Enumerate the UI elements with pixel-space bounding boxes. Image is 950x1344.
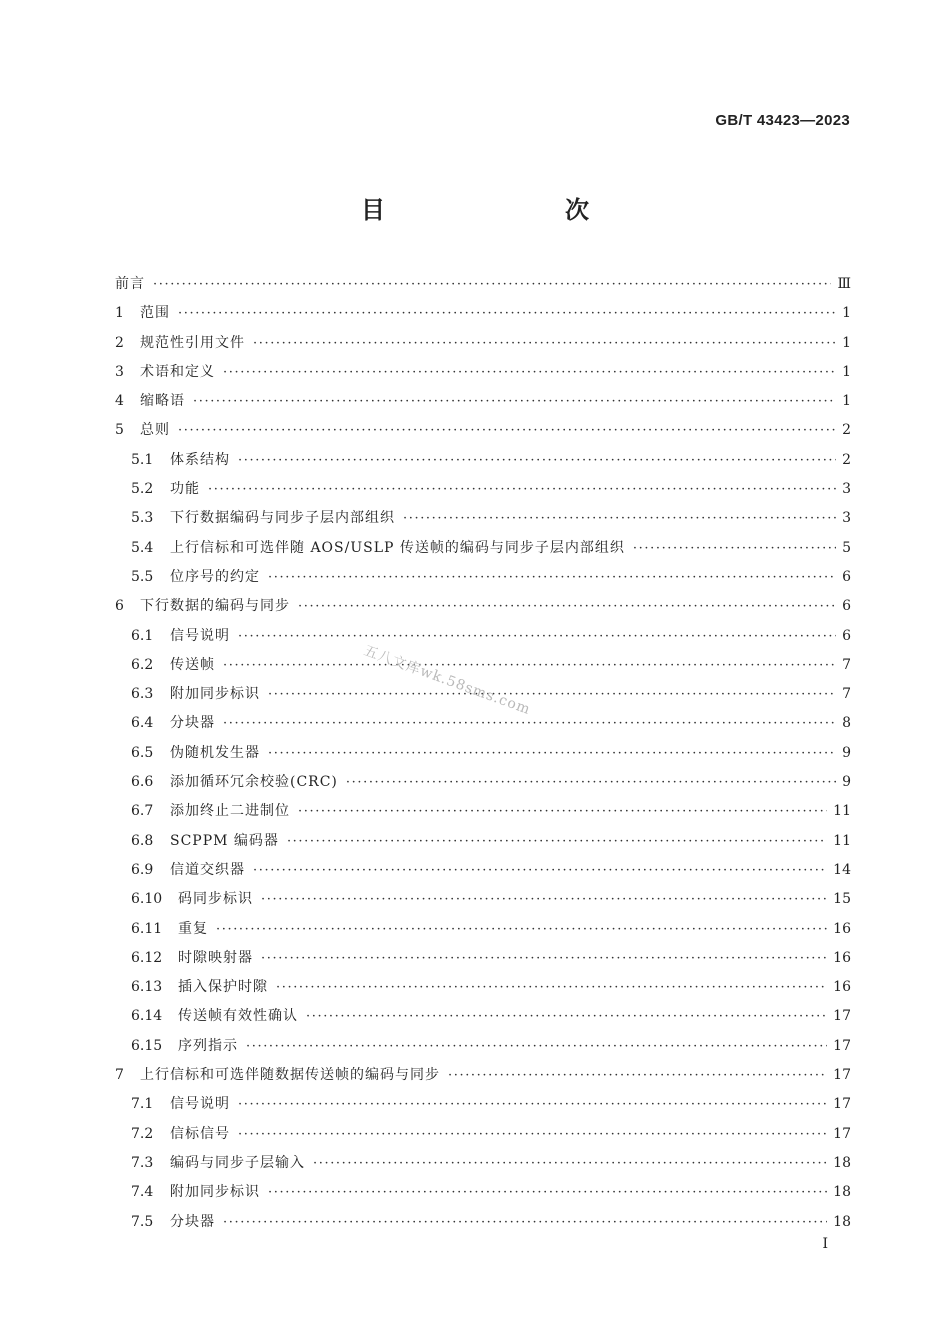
toc-entry[interactable] bbox=[115, 827, 851, 856]
toc-entry[interactable] bbox=[115, 299, 851, 328]
toc-entry[interactable] bbox=[115, 944, 851, 973]
toc-entry-number: 4 bbox=[115, 393, 124, 410]
toc-entry-title: SCPPM 编码器 bbox=[170, 832, 279, 849]
toc-entry-number: 1 bbox=[115, 305, 124, 322]
toc-leader-dots bbox=[403, 504, 836, 533]
toc-leader-dots bbox=[261, 944, 827, 973]
toc-entry-number: 6.6 bbox=[131, 774, 154, 791]
toc-entry-page: 16 bbox=[833, 920, 851, 937]
toc-entry-number: 6.11 bbox=[131, 920, 163, 937]
toc-entry[interactable] bbox=[115, 504, 851, 533]
toc-leader-dots bbox=[346, 768, 836, 797]
toc-entry-title: 信号说明 bbox=[170, 1096, 230, 1113]
toc-entry-page: 18 bbox=[833, 1154, 851, 1171]
toc-leader-dots bbox=[448, 1061, 827, 1090]
toc-entry-title: 编码与同步子层输入 bbox=[170, 1154, 305, 1171]
toc-leader-dots bbox=[268, 1178, 827, 1207]
toc-entry-number: 7 bbox=[115, 1067, 124, 1084]
toc-entry[interactable] bbox=[115, 446, 851, 475]
toc-entry-page: 6 bbox=[842, 627, 851, 644]
toc-entry[interactable] bbox=[115, 416, 851, 445]
toc-entry-number: 5 bbox=[115, 422, 124, 439]
table-of-contents bbox=[115, 270, 851, 1237]
toc-entry-number: 3 bbox=[115, 363, 124, 380]
toc-entry[interactable] bbox=[115, 1061, 851, 1090]
toc-entry-number: 6 bbox=[115, 598, 124, 615]
toc-entry-page: 18 bbox=[833, 1213, 851, 1230]
toc-entry-number: 7.5 bbox=[131, 1213, 154, 1230]
toc-entry-number: 5.5 bbox=[131, 568, 154, 585]
standard-code: GB/T 43423—2023 bbox=[715, 112, 850, 129]
toc-leader-dots bbox=[633, 534, 836, 563]
toc-entry-page: 16 bbox=[833, 979, 851, 996]
toc-leader-dots bbox=[261, 885, 827, 914]
toc-leader-dots bbox=[298, 797, 827, 826]
toc-entry-number: 6.4 bbox=[131, 715, 154, 732]
toc-entry-title: 伪随机发生器 bbox=[170, 744, 260, 761]
toc-leader-dots bbox=[216, 915, 827, 944]
toc-entry-page: 1 bbox=[842, 393, 851, 410]
toc-entry-number: 6.8 bbox=[131, 832, 154, 849]
toc-entry-title: 功能 bbox=[170, 481, 200, 498]
toc-leader-dots bbox=[223, 1208, 827, 1237]
toc-entry-number: 6.7 bbox=[131, 803, 154, 820]
toc-leader-dots bbox=[178, 299, 836, 328]
toc-entry-title: 体系结构 bbox=[170, 451, 230, 468]
toc-entry-title: 码同步标识 bbox=[178, 891, 253, 908]
toc-entry-number: 6.15 bbox=[131, 1037, 163, 1054]
toc-entry-number: 6.13 bbox=[131, 979, 163, 996]
toc-leader-dots bbox=[287, 827, 827, 856]
toc-entry-number: 6.9 bbox=[131, 861, 154, 878]
toc-entry-page: 7 bbox=[842, 686, 851, 703]
toc-entry[interactable] bbox=[115, 797, 851, 826]
toc-entry[interactable] bbox=[115, 885, 851, 914]
toc-entry[interactable] bbox=[115, 534, 851, 563]
toc-entry-title: 前言 bbox=[115, 276, 145, 292]
toc-entry-number: 7.4 bbox=[131, 1184, 154, 1201]
toc-entry-page: 17 bbox=[833, 1125, 851, 1142]
toc-entry[interactable] bbox=[115, 973, 851, 1002]
toc-entry-title: 位序号的约定 bbox=[170, 568, 260, 585]
toc-leader-dots bbox=[178, 416, 836, 445]
toc-entry-page: 6 bbox=[842, 568, 851, 585]
toc-entry-title: 序列指示 bbox=[178, 1037, 238, 1054]
toc-entry-title: 术语和定义 bbox=[140, 363, 215, 380]
toc-leader-dots bbox=[238, 1120, 827, 1149]
toc-entry-number: 6.10 bbox=[131, 891, 163, 908]
toc-leader-dots bbox=[238, 622, 836, 651]
toc-entry-page: 9 bbox=[842, 744, 851, 761]
toc-entry-page: 6 bbox=[842, 598, 851, 615]
toc-entry-number: 7.1 bbox=[131, 1096, 154, 1113]
toc-leader-dots bbox=[238, 446, 836, 475]
toc-leader-dots bbox=[153, 270, 831, 299]
toc-entry-page: 2 bbox=[842, 451, 851, 468]
toc-entry[interactable] bbox=[115, 475, 851, 504]
toc-entry-title: 下行数据的编码与同步 bbox=[140, 598, 290, 615]
toc-entry[interactable] bbox=[115, 270, 851, 299]
toc-entry-title: 上行信标和可选伴随 AOS/USLP 传送帧的编码与同步子层内部组织 bbox=[170, 539, 625, 556]
toc-entry-page: 17 bbox=[833, 1067, 851, 1084]
toc-entry[interactable] bbox=[115, 651, 851, 680]
toc-entry[interactable] bbox=[115, 709, 851, 738]
toc-entry-title: 附加同步标识 bbox=[170, 686, 260, 703]
toc-entry-page: 9 bbox=[842, 774, 851, 791]
page-title: 目 次 bbox=[361, 196, 633, 224]
toc-leader-dots bbox=[238, 1090, 827, 1119]
watermark: 五八文库wk.58sms.com bbox=[361, 642, 533, 719]
toc-entry-title: 下行数据编码与同步子层内部组织 bbox=[170, 510, 395, 527]
toc-entry-number: 5.1 bbox=[131, 451, 154, 468]
toc-entry[interactable] bbox=[115, 329, 851, 358]
toc-entry-page: 3 bbox=[842, 481, 851, 498]
toc-entry-title: 分块器 bbox=[170, 715, 215, 732]
toc-entry[interactable] bbox=[115, 1178, 851, 1207]
toc-entry-title: 信标信号 bbox=[170, 1125, 230, 1142]
toc-entry-page: 1 bbox=[842, 305, 851, 322]
toc-entry[interactable] bbox=[115, 739, 851, 768]
toc-leader-dots bbox=[253, 329, 836, 358]
toc-entry-title: 添加循环冗余校验(CRC) bbox=[170, 774, 338, 791]
toc-entry-title: 规范性引用文件 bbox=[140, 334, 245, 351]
toc-entry-title: 插入保护时隙 bbox=[178, 979, 268, 996]
toc-entry-number: 5.4 bbox=[131, 539, 154, 556]
toc-entry-page: 15 bbox=[833, 891, 851, 908]
toc-leader-dots bbox=[276, 973, 827, 1002]
toc-entry-page: 17 bbox=[833, 1008, 851, 1025]
toc-entry-title: 分块器 bbox=[170, 1213, 215, 1230]
toc-entry-title: 范围 bbox=[140, 305, 170, 322]
toc-entry[interactable] bbox=[115, 768, 851, 797]
toc-entry-title: 信道交织器 bbox=[170, 861, 245, 878]
toc-entry-page: 7 bbox=[842, 656, 851, 673]
toc-entry[interactable] bbox=[115, 358, 851, 387]
toc-entry[interactable] bbox=[115, 1032, 851, 1061]
toc-entry-number: 5.2 bbox=[131, 481, 154, 498]
toc-entry-page: 18 bbox=[833, 1184, 851, 1201]
toc-entry-page: 16 bbox=[833, 949, 851, 966]
toc-entry[interactable] bbox=[115, 1120, 851, 1149]
toc-entry-title: 缩略语 bbox=[140, 393, 185, 410]
toc-leader-dots bbox=[223, 358, 836, 387]
toc-entry-number: 6.3 bbox=[131, 686, 154, 703]
toc-entry-title: 传送帧 bbox=[170, 656, 215, 673]
toc-leader-dots bbox=[313, 1149, 827, 1178]
toc-leader-dots bbox=[306, 1002, 827, 1031]
toc-entry-title: 传送帧有效性确认 bbox=[178, 1008, 298, 1025]
toc-entry-page: 11 bbox=[833, 832, 851, 849]
toc-entry-number: 5.3 bbox=[131, 510, 154, 527]
toc-entry-page: 1 bbox=[842, 363, 851, 380]
toc-leader-dots bbox=[193, 387, 836, 416]
toc-entry-title: 总则 bbox=[140, 422, 170, 439]
toc-entry-title: 重复 bbox=[178, 920, 208, 937]
toc-entry[interactable] bbox=[115, 387, 851, 416]
toc-leader-dots bbox=[268, 563, 836, 592]
toc-entry-title: 上行信标和可选伴随数据传送帧的编码与同步 bbox=[140, 1067, 440, 1084]
toc-entry[interactable] bbox=[115, 856, 851, 885]
toc-entry-title: 附加同步标识 bbox=[170, 1184, 260, 1201]
toc-leader-dots bbox=[246, 1032, 827, 1061]
toc-entry[interactable] bbox=[115, 563, 851, 592]
toc-entry-page: 3 bbox=[842, 510, 851, 527]
toc-entry-page: 17 bbox=[833, 1037, 851, 1054]
toc-entry-number: 6.14 bbox=[131, 1008, 163, 1025]
toc-entry-number: 6.2 bbox=[131, 656, 154, 673]
toc-leader-dots bbox=[223, 709, 836, 738]
toc-entry-title: 时隙映射器 bbox=[178, 949, 253, 966]
toc-entry-page: 14 bbox=[833, 861, 851, 878]
toc-entry[interactable] bbox=[115, 1002, 851, 1031]
toc-leader-dots bbox=[298, 592, 836, 621]
toc-entry-title: 添加终止二进制位 bbox=[170, 803, 290, 820]
toc-entry-page: 1 bbox=[842, 334, 851, 351]
toc-leader-dots bbox=[208, 475, 836, 504]
toc-entry-title: 信号说明 bbox=[170, 627, 230, 644]
toc-leader-dots bbox=[268, 739, 836, 768]
toc-entry-number: 7.2 bbox=[131, 1125, 154, 1142]
toc-entry-page: 5 bbox=[842, 539, 851, 556]
toc-entry-page: 2 bbox=[842, 422, 851, 439]
toc-entry-page: 8 bbox=[842, 715, 851, 732]
toc-entry-number: 6.5 bbox=[131, 744, 154, 761]
toc-entry[interactable] bbox=[115, 1149, 851, 1178]
footer-page-number: I bbox=[822, 1236, 828, 1252]
toc-entry-number: 6.1 bbox=[131, 627, 154, 644]
toc-entry-page: 17 bbox=[833, 1096, 851, 1113]
toc-entry-number: 2 bbox=[115, 334, 124, 351]
toc-entry-page: Ⅲ bbox=[837, 276, 851, 292]
toc-leader-dots bbox=[253, 856, 827, 885]
toc-entry[interactable] bbox=[115, 1090, 851, 1119]
toc-entry-page: 11 bbox=[833, 803, 851, 820]
toc-entry[interactable] bbox=[115, 915, 851, 944]
toc-entry-number: 6.12 bbox=[131, 949, 163, 966]
toc-entry-number: 7.3 bbox=[131, 1154, 154, 1171]
toc-leader-dots bbox=[268, 680, 836, 709]
toc-entry[interactable] bbox=[115, 1208, 851, 1237]
toc-entry[interactable] bbox=[115, 622, 851, 651]
toc-leader-dots bbox=[223, 651, 836, 680]
toc-entry[interactable] bbox=[115, 592, 851, 621]
